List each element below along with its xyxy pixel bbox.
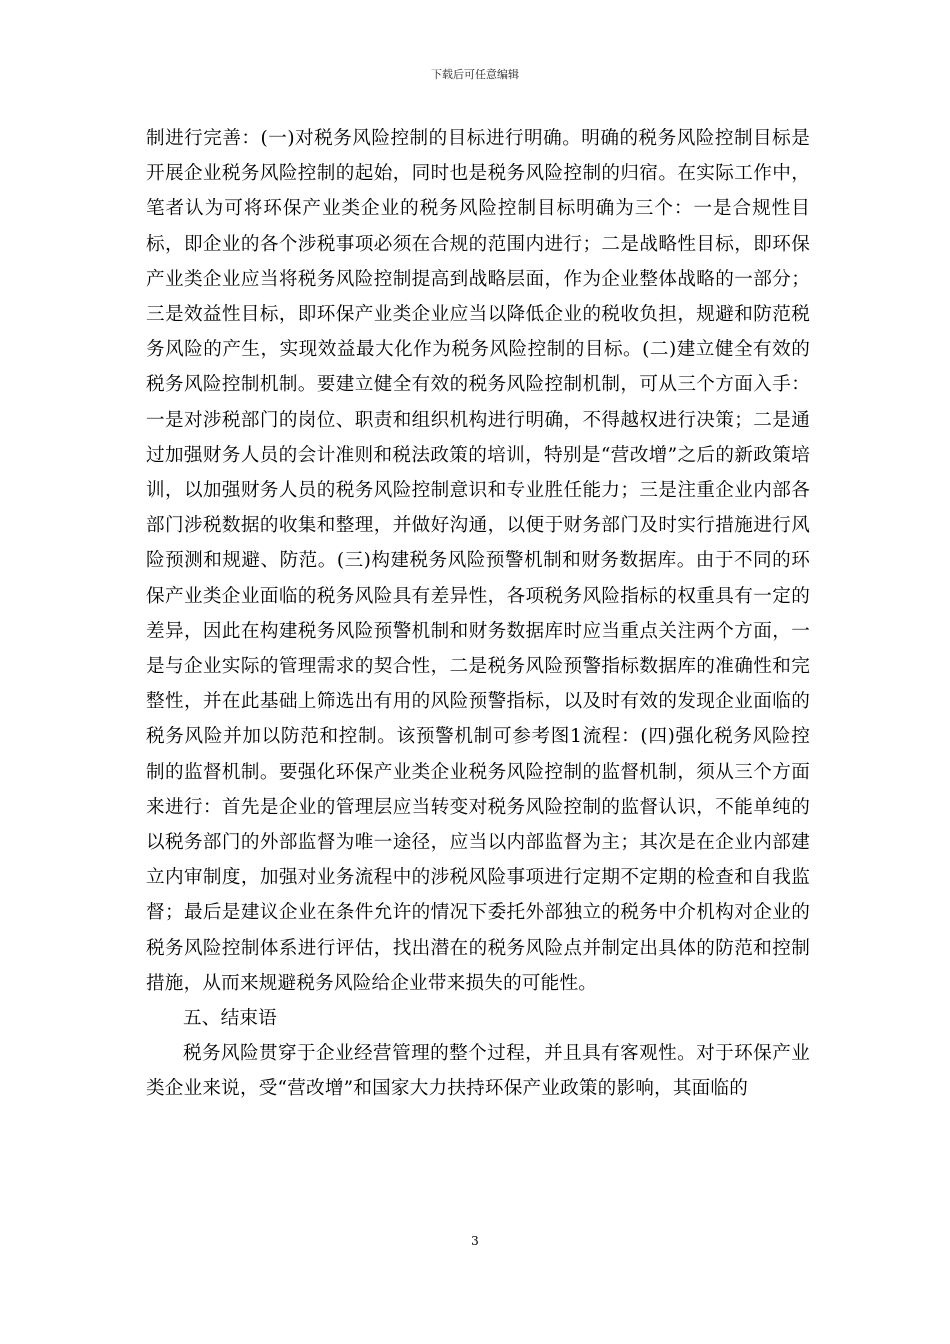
document-body: [146, 121, 810, 1107]
page-number: 3: [471, 1234, 479, 1248]
body-paragraph-continued: 制进行完善：(一)对税务风险控制的目标进行明确。明确的税务风险控制目标是开展企业税务风险控制的起始，同时也是税务风险控制的归宿。在实际工作中，笔者认为可将环保产业类企业的税务风险控制目标明确为三个：一是合规性目标，即企业的各个涉税事项必须在合规的范围内进行；二是战略性目标，即环保产业类企业应当将税务风险控制提高到战略层面，作为企业整体战略的一部分；三是效益性目标，即环保产业类企业应当以降低企业的税收负担，规避和防范税务风险的产生，实现效益最大化作为税务风险控制的目标。(二)建立健全有效的税务风险控制机制。要建立健全有效的税务风险控制机制，可从三个方面入手：一是对涉税部门的岗位、职责和组织机构进行明确，不得越权进行决策；二是通过加强财务人员的会计准则和税法政策的培训，特别是“营改增”之后的新政策培训，以加强财务人员的税务风险控制意识和专业胜任能力；三是注重企业内部各部门涉税数据的收集和整理，并做好沟通，以便于财务部门及时实行措施进行风险预测和规避、防范。(三)构建税务风险预警机制和财务数据库。由于不同的环保产业类企业面临的税务风险具有差异性，各项税务风险指标的权重具有一定的差异，因此在构建税务风险预警机制和财务数据库时应当重点关注两个方面，一是与企业实际的管理需求的契合性，二是税务风险预警指标数据库的准确性和完整性，并在此基础上筛选出有用的风险预警指标，以及时有效的发现企业面临的税务风险并加以防范和控制。该预警机制可参考图1流程：(四)强化税务风险控制的监督机制。要强化环保产业类企业税务风险控制的监督机制，须从三个方面来进行：首先是企业的管理层应当转变对税务风险控制的监督认识，不能单纯的以税务部门的外部监督为唯一途径，应当以内部监督为主；其次是在企业内部建立内审制度，加强对业务流程中的涉税风险事项进行定期不定期的检查和自我监督；最后是建议企业在条件允许的情况下委托外部独立的税务中介机构对企业的税务风险控制体系进行评估，找出潜在的税务风险点并制定出具体的防范和控制措施，从而来规避税务风险给企业带来损失的可能性。: [146, 128, 810, 994]
section-heading: 五、结束语: [183, 1008, 277, 1030]
page-header: 下载后可任意编辑: [431, 68, 519, 81]
body-paragraph: 税务风险贯穿于企业经营管理的整个过程，并且具有客观性。对于环保产业类企业来说，受“营改增”和国家大力扶持环保产业政策的影响，其面临的: [146, 1043, 810, 1100]
